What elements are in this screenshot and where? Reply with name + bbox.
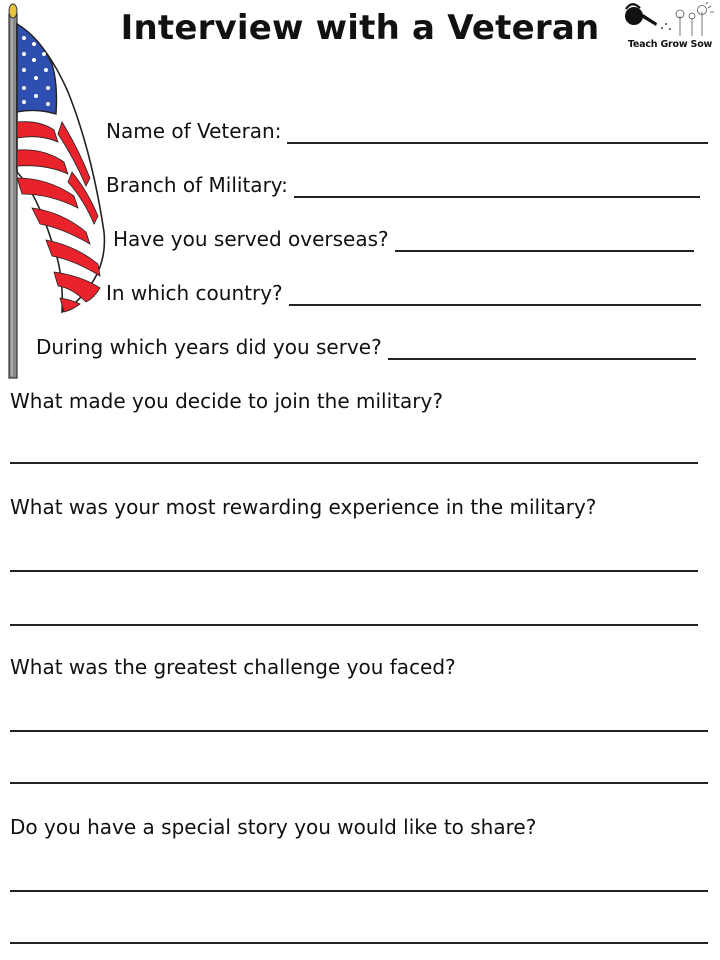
question-join: What made you decide to join the military? [10, 389, 443, 413]
answer-line[interactable] [294, 176, 700, 198]
answer-line[interactable] [10, 782, 708, 784]
field-veteran-name[interactable] [106, 118, 708, 144]
field-overseas[interactable] [113, 226, 694, 252]
field-branch[interactable] [106, 172, 700, 198]
answer-line[interactable] [10, 890, 708, 892]
answer-line[interactable] [388, 338, 696, 360]
answer-line[interactable] [10, 730, 708, 732]
answer-line[interactable] [289, 284, 701, 306]
field-label: In which country? [106, 281, 283, 305]
american-flag-illustration [6, 2, 108, 380]
field-years[interactable] [36, 334, 696, 360]
field-label: Branch of Military: [106, 173, 288, 197]
field-country[interactable] [106, 280, 701, 306]
field-label: Name of Veteran: [106, 119, 282, 143]
answer-line[interactable] [10, 462, 698, 464]
watering-can-icon [622, 2, 718, 42]
answer-line[interactable] [10, 570, 698, 572]
question-challenge: What was the greatest challenge you faced? [10, 655, 456, 679]
answer-line[interactable] [395, 230, 694, 252]
field-label: Have you served overseas? [113, 227, 389, 251]
answer-line[interactable] [10, 942, 708, 944]
answer-line[interactable] [10, 624, 698, 626]
question-rewarding: What was your most rewarding experience in the military? [10, 495, 597, 519]
page-title: Interview with a Veteran [120, 8, 600, 48]
question-story: Do you have a special story you would like to share? [10, 815, 537, 839]
logo [622, 2, 718, 56]
logo-text: Teach Grow Sow [627, 39, 713, 50]
answer-line[interactable] [287, 122, 708, 144]
field-label: During which years did you serve? [36, 335, 382, 359]
